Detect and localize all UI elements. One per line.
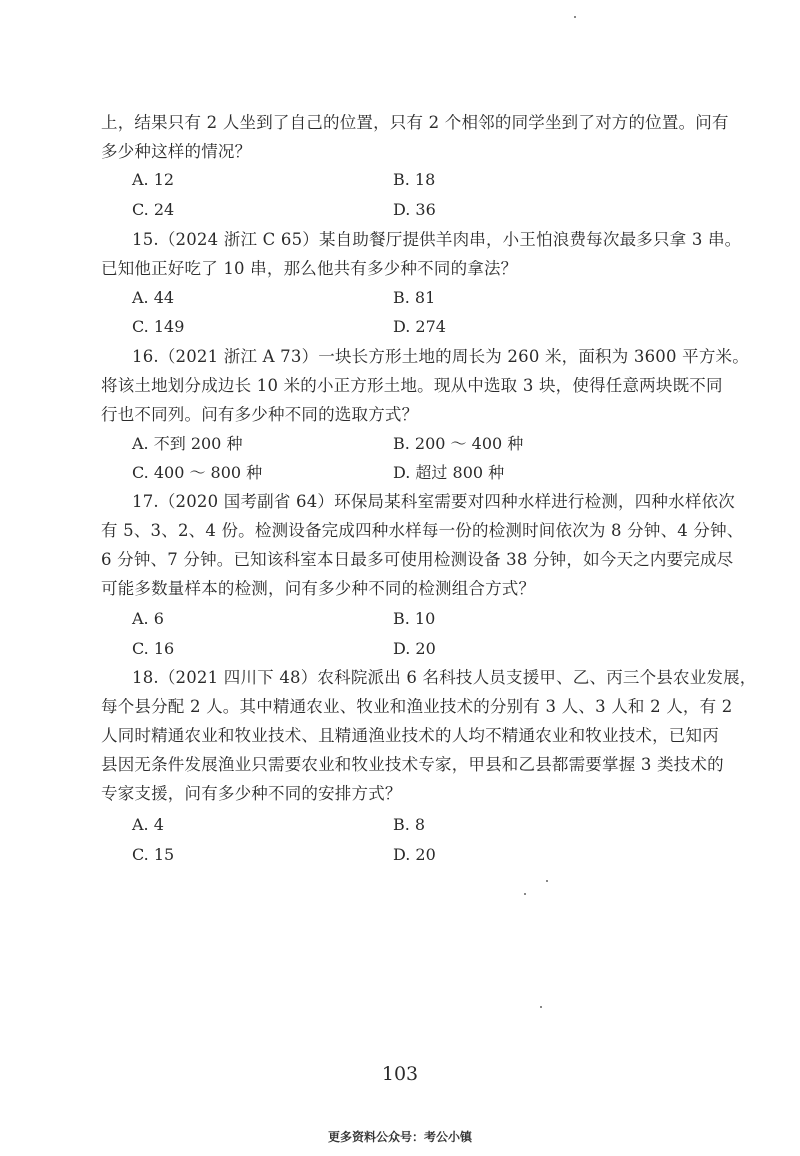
q16-option-c: C. 400 ～ 800 种 (132, 463, 263, 482)
q14-line-2: 多少种这样的情况？ (101, 142, 252, 161)
q14-option-b: B. 18 (393, 170, 436, 189)
scan-speck (540, 1006, 542, 1008)
footer-watermark: 更多资料公众号：考公小镇 (327, 1130, 472, 1144)
page-number: 103 (381, 1063, 419, 1085)
q14-option-c: C. 24 (132, 200, 175, 219)
q18-option-d: D. 20 (393, 845, 436, 864)
q15-option-d: D. 274 (393, 317, 446, 336)
q18-option-c: C. 15 (132, 845, 175, 864)
q15-option-c: C. 149 (132, 317, 185, 336)
q16-option-b: B. 200 ～ 400 种 (393, 434, 524, 453)
scan-speck (524, 893, 526, 895)
q14-option-a: A. 12 (132, 170, 175, 189)
q16-line-1: 16.（2021 浙江 A 73）一块长方形土地的周长为 260 米，面积为 3600 平方米。 (132, 347, 749, 366)
q18-line-3: 人同时精通农业和牧业技术、且精通渔业技术的人均不精通农业和牧业技术，已知丙 (101, 726, 719, 745)
q16-option-d: D. 超过 800 种 (393, 463, 505, 482)
q17-line-1: 17.（2020 国考副省 64）环保局某科室需要对四种水样进行检测，四种水样依次 (132, 492, 735, 511)
q17-line-4: 可能多数量样本的检测，问有多少种不同的检测组合方式？ (101, 579, 536, 598)
scan-speck (546, 880, 548, 882)
q16-option-a: A. 不到 200 种 (132, 434, 243, 453)
q15-line-2: 已知他正好吃了 10 串，那么他共有多少种不同的拿法？ (101, 259, 518, 278)
q18-option-b: B. 8 (393, 815, 426, 834)
scan-speck (574, 16, 576, 18)
q14-option-d: D. 36 (393, 200, 436, 219)
q18-line-5: 专家支援，问有多少种不同的安排方式？ (101, 784, 402, 803)
q15-line-1: 15.（2024 浙江 C 65）某自助餐厅提供羊肉串，小王怕浪费每次最多只拿 3 串。 (132, 230, 742, 249)
q17-line-2: 有 5、3、2、4 份。检测设备完成四种水样每一份的检测时间依次为 8 分钟、4 分钟、 (101, 521, 744, 540)
q17-option-c: C. 16 (132, 639, 175, 658)
q17-line-3: 6 分钟、7 分钟。已知该科室本日最多可使用检测设备 38 分钟，如今天之内要完成尽 (101, 550, 734, 569)
q16-line-3: 行也不同列。问有多少种不同的选取方式？ (101, 405, 419, 424)
q16-line-2: 将该土地划分成边长 10 米的小正方形土地。现从中选取 3 块，使得任意两块既不同 (101, 376, 723, 395)
q17-option-a: A. 6 (132, 609, 164, 628)
q14-line-1: 上，结果只有 2 人坐到了自己的位置，只有 2 个相邻的同学坐到了对方的位置。问有 (101, 113, 729, 132)
q15-option-a: A. 44 (132, 288, 175, 307)
q15-option-b: B. 81 (393, 288, 436, 307)
q18-line-4: 县因无条件发展渔业只需要农业和牧业技术专家，甲县和乙县都需要掌握 3 类技术的 (101, 755, 724, 774)
q17-option-b: B. 10 (393, 609, 436, 628)
q18-option-a: A. 4 (132, 815, 164, 834)
q18-line-1: 18.（2021 四川下 48）农科院派出 6 名科技人员支援甲、乙、丙三个县农业发展， (132, 668, 757, 687)
q17-option-d: D. 20 (393, 639, 436, 658)
q18-line-2: 每个县分配 2 人。其中精通农业、牧业和渔业技术的分别有 3 人、3 人和 2 人，有 2 (101, 697, 733, 716)
